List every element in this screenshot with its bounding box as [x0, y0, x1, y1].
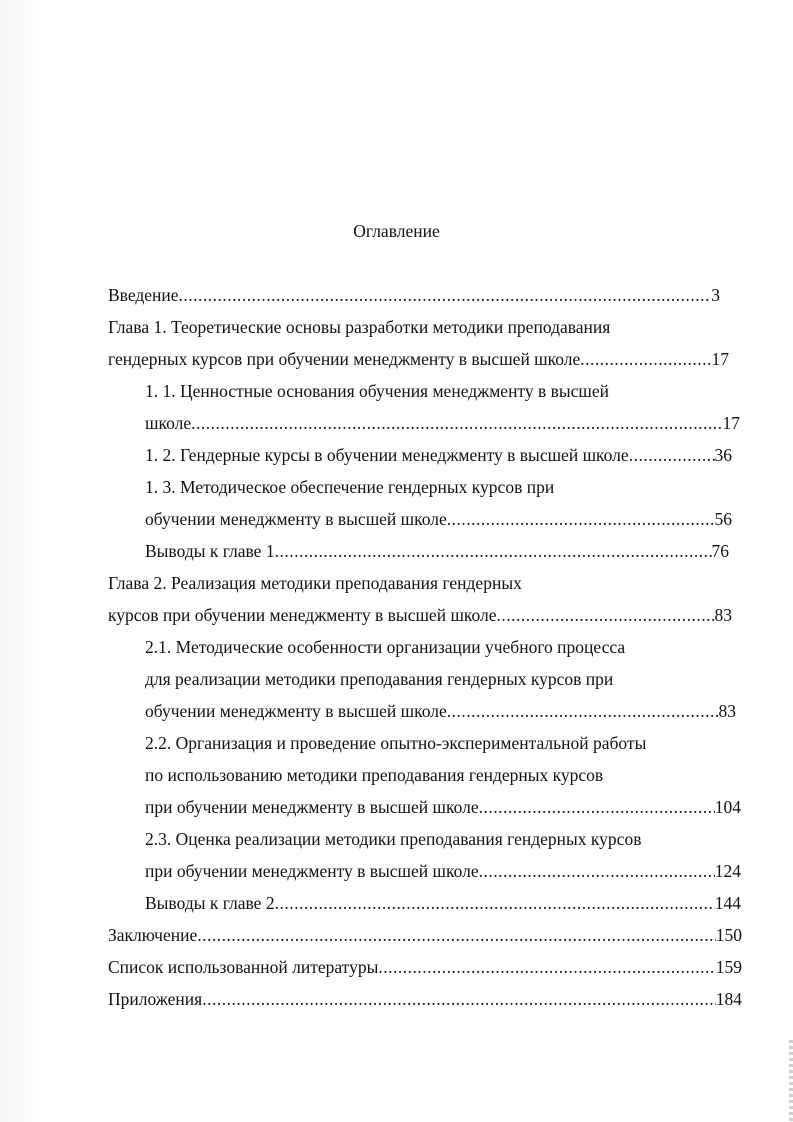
toc-entry-text: курсов при обучении менеджменту в высшей школе — [108, 605, 497, 625]
toc-entry-text: Заключение — [108, 925, 198, 945]
toc-leader-dots — [479, 794, 715, 820]
toc-page-number: 124 — [714, 861, 741, 881]
toc-leader-dots — [447, 506, 715, 532]
toc-page-number: 56 — [714, 509, 732, 529]
scan-edge-artifact — [789, 1040, 793, 1122]
toc-leader-dots — [197, 922, 716, 948]
toc-entry-chapter-2: Глава 2. Реализация методики преподавания гендерных — [108, 573, 522, 593]
toc-entry-section-1-1: 1. 1. Ценностные основания обучения менеджменту в высшей — [145, 381, 610, 401]
page-title: Оглавление — [353, 221, 440, 241]
toc-entry-section-1-3: 1. 3. Методическое обеспечение гендерных курсов при — [145, 477, 555, 497]
toc-entry-section-2-2-line2: по использованию методики преподавания гендерных курсов — [145, 765, 604, 785]
toc-leader-dots — [191, 410, 722, 436]
toc-page-number: 144 — [714, 893, 741, 913]
toc-page-number: 76 — [711, 541, 729, 561]
toc-entry-text: обучении менеджменту в высшей школе — [145, 509, 447, 529]
toc-page-number: 17 — [722, 413, 740, 433]
toc-entry-conclusions-2 — [145, 890, 741, 916]
toc-leader-dots — [479, 858, 715, 884]
toc-page-number: 83 — [714, 605, 732, 625]
toc-page-number: 184 — [715, 989, 742, 1009]
toc-entry-bibliography — [108, 954, 742, 980]
toc-entry-conclusions-1 — [145, 538, 729, 564]
toc-entry-text: при обучении менеджменту в высшей школе — [145, 797, 479, 817]
toc-entry-chapter-1-cont — [108, 346, 729, 372]
toc-entry-chapter-1: Глава 1. Теоретические основы разработки методики преподавания — [108, 317, 611, 337]
toc-entry-text: Выводы к главе 2 — [145, 893, 275, 913]
toc-leader-dots — [179, 282, 712, 308]
toc-entry-conclusion — [108, 922, 742, 948]
toc-entry-text: Список использованной литературы — [108, 957, 379, 977]
toc-entry-section-1-2 — [145, 442, 732, 468]
toc-page-number: 150 — [715, 925, 742, 945]
toc-entry-section-2-1: 2.1. Методические особенности организации учебного процесса — [145, 637, 626, 657]
toc-leader-dots — [202, 986, 716, 1012]
toc-entry-text: Выводы к главе 1 — [145, 541, 275, 561]
toc-page-number: 83 — [718, 701, 736, 721]
toc-entry-text: гендерных курсов при обучении менеджменту в высшей школе — [108, 349, 581, 369]
toc-entry-section-2-3-cont — [145, 858, 741, 884]
toc-page-number: 104 — [714, 797, 741, 817]
toc-entry-text: Введение — [108, 285, 179, 305]
toc-entry-section-1-3-cont — [145, 506, 732, 532]
toc-entry-chapter-2-cont — [108, 602, 732, 628]
toc-page-number: 17 — [711, 349, 729, 369]
toc-leader-dots — [580, 346, 711, 372]
toc-page-number: 36 — [714, 445, 732, 465]
toc-entry-introduction — [108, 282, 720, 308]
toc-leader-dots — [275, 538, 712, 564]
toc-entry-appendices — [108, 986, 742, 1012]
toc-leader-dots — [629, 442, 715, 468]
scan-shadow — [0, 0, 46, 1122]
toc-leader-dots — [497, 602, 715, 628]
toc-entry-section-2-1-cont — [145, 698, 736, 724]
toc-entry-text: обучении менеджменту в высшей школе — [145, 701, 447, 721]
toc-entry-text: 1. 2. Гендерные курсы в обучении менеджменту в высшей школе — [145, 445, 629, 465]
toc-entry-section-2-2: 2.2. Организация и проведение опытно-экспериментальной работы — [145, 733, 647, 753]
toc-entry-section-1-1-cont — [145, 410, 740, 436]
toc-page-number: 3 — [711, 285, 720, 305]
toc-entry-text: школе — [145, 413, 192, 433]
toc-entry-text: при обучении менеджменту в высшей школе — [145, 861, 479, 881]
toc-leader-dots — [275, 890, 715, 916]
toc-leader-dots — [447, 698, 719, 724]
toc-entry-section-2-3: 2.3. Оценка реализации методики преподавания гендерных курсов — [145, 829, 642, 849]
toc-page-number: 159 — [715, 957, 742, 977]
toc-leader-dots — [378, 954, 715, 980]
toc-entry-section-2-1-line2: для реализации методики преподавания гендерных курсов при — [145, 669, 614, 689]
toc-entry-text: Приложения — [108, 989, 203, 1009]
toc-entry-section-2-2-cont — [145, 794, 741, 820]
